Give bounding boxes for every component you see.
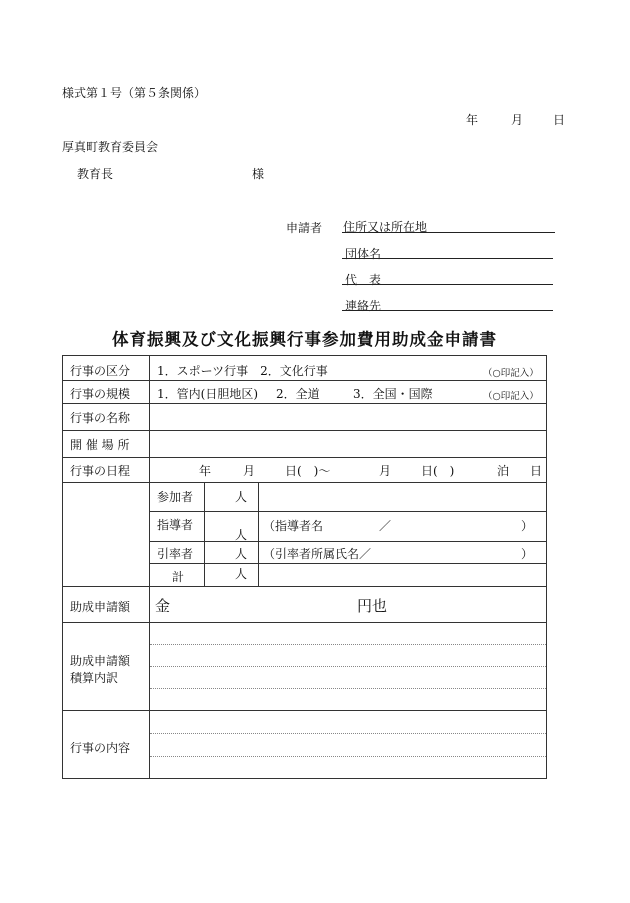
scale-note: （○印記入）	[483, 391, 539, 402]
document-title: 体育振興及び文化振興行事参加費用助成金申請書	[112, 330, 497, 349]
contact-field[interactable]	[342, 310, 553, 311]
date-day: 日	[553, 113, 566, 127]
scale-option-1[interactable]: 1．管内(日胆地区)	[157, 387, 258, 401]
schedule-day-start: 日( )～	[285, 464, 331, 478]
addressee-org: 厚真町教育委員会	[62, 140, 159, 154]
category-options[interactable]: 1．スポーツ行事 2．文化行事	[157, 364, 328, 378]
addressee-title: 教育長	[77, 167, 114, 181]
leaders-unit: 人	[235, 528, 248, 542]
venue-label: 開 催 場 所	[70, 438, 130, 452]
scale-label: 行事の規模	[70, 387, 131, 401]
honorific: 様	[252, 167, 265, 181]
category-note: （○印記入）	[483, 368, 539, 379]
schedule-days: 日	[530, 464, 543, 478]
schedule-year: 年	[199, 464, 212, 478]
total-label: 計	[172, 570, 185, 584]
venue-field[interactable]	[157, 436, 542, 452]
chaperone-names-label: （引率者所属氏名／	[263, 547, 372, 561]
date-year: 年	[466, 113, 479, 127]
leader-names-slash: ／	[379, 519, 392, 533]
leaders-label: 指導者	[157, 518, 194, 532]
chaperones-label: 引率者	[157, 547, 194, 561]
schedule-month-end: 月	[379, 464, 392, 478]
breakdown-label-line2: 積算内訳	[70, 671, 119, 685]
event-name-field[interactable]	[157, 409, 542, 425]
breakdown-label-line1: 助成申請額	[70, 654, 131, 668]
chaperones-unit: 人	[235, 547, 248, 561]
address-label: 住所又は所在地	[343, 220, 428, 234]
amount-label: 助成申請額	[70, 600, 131, 614]
schedule-month: 月	[243, 464, 256, 478]
total-unit: 人	[235, 567, 248, 581]
schedule-nights: 泊	[497, 464, 510, 478]
date-month: 月	[511, 113, 524, 127]
leader-names-close: ）	[521, 519, 534, 533]
scale-option-2[interactable]: 2．全道	[276, 387, 320, 401]
event-content-label: 行事の内容	[70, 741, 131, 755]
representative-label: 代 表	[345, 273, 382, 287]
address-field[interactable]	[342, 232, 555, 233]
participants-label: 参加者	[157, 490, 194, 504]
applicant-label: 申請者	[286, 221, 323, 235]
scale-option-3[interactable]: 3．全国・国際	[353, 387, 433, 401]
contact-label: 連絡先	[345, 299, 382, 313]
schedule-day-end: 日( )	[421, 464, 455, 478]
leader-names-label: （指導者名	[263, 519, 324, 533]
group-name-field[interactable]	[342, 258, 553, 259]
form-number: 様式第１号（第５条関係）	[62, 86, 207, 100]
amount-suffix: 円也	[357, 597, 388, 615]
group-name-label: 団体名	[345, 247, 382, 261]
amount-prefix: 金	[155, 597, 171, 615]
chaperone-names-close: ）	[521, 547, 534, 561]
category-label: 行事の区分	[70, 364, 131, 378]
participants-unit: 人	[235, 490, 248, 504]
representative-field[interactable]	[342, 284, 553, 285]
event-name-label: 行事の名称	[70, 411, 131, 425]
schedule-label: 行事の日程	[70, 464, 131, 478]
